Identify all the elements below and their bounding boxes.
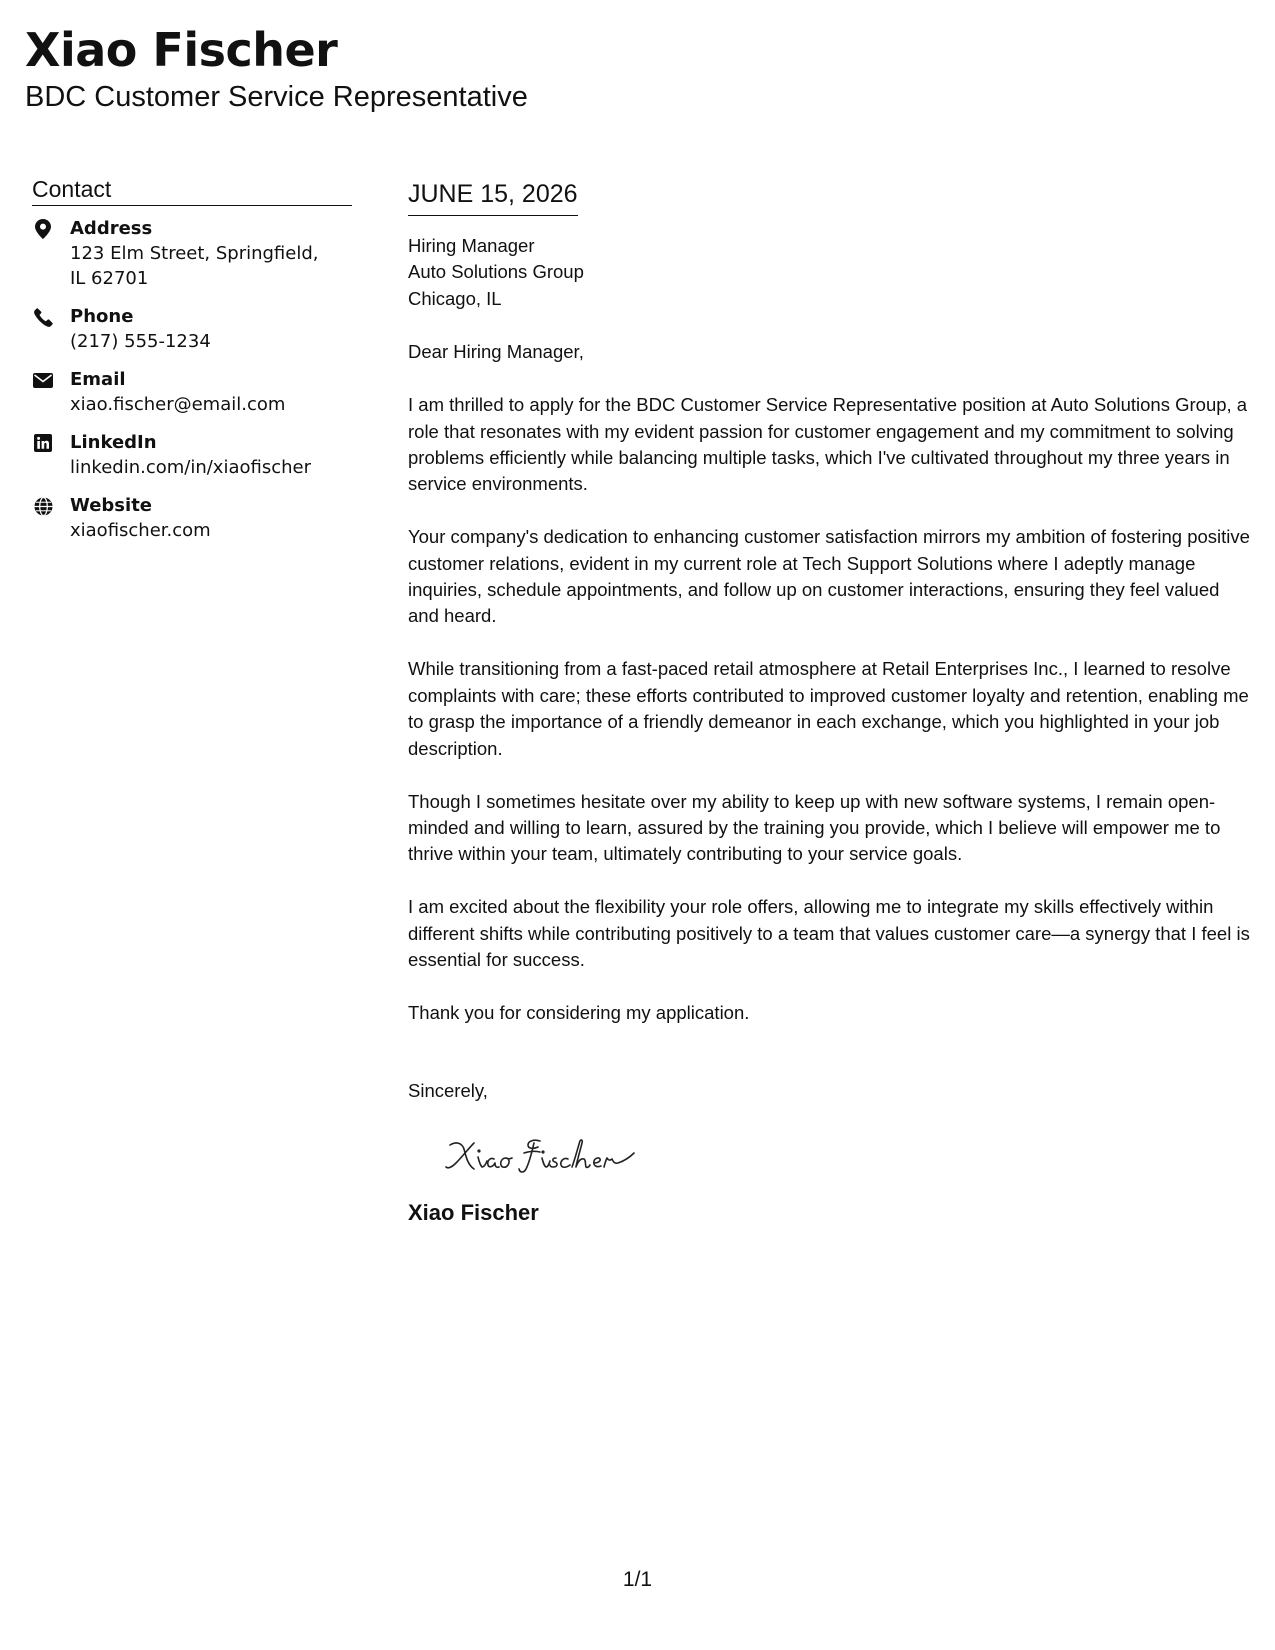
contact-item-website (32, 493, 352, 543)
recipient-line: Chicago, IL (408, 287, 502, 309)
contact-item-address (32, 216, 352, 291)
contact-label-phone: Phone (70, 306, 134, 327)
recipient-line: Hiring Manager (408, 235, 535, 256)
salutation: Dear Hiring Manager, (408, 341, 584, 363)
recipient-line: Auto Solutions Group (408, 261, 584, 283)
body-paragraph: I am excited about the flexibility your role offers, allowing me to integrate my skills effectively within different shifts while contributing positively to a team that values customer care—a synergy that I feel is essential for success. (408, 896, 1250, 971)
body-paragraph: Thank you for considering my application. (408, 1001, 750, 1023)
letter-date: JUNE 15, 2026 (408, 178, 578, 216)
body-paragraph: Though I sometimes hesitate over my ability to keep up with new software systems, I remain open-minded and willing to learn, assured by the training you provide, which I believe will empower me to thrive within your team, ultimately contributing to your service goals. (408, 790, 1221, 865)
contact-label-linkedin: LinkedIn (70, 432, 157, 453)
location-pin-icon (32, 218, 54, 240)
contact-item-email (32, 367, 352, 417)
envelope-icon (32, 369, 54, 391)
contact-value-linkedin: linkedin.com/in/xiaofischer (70, 457, 311, 478)
letter-body (408, 178, 1253, 1227)
contact-label-website: Website (70, 495, 153, 516)
signed-name: Xiao Fischer (408, 1199, 539, 1225)
contact-heading: Contact (32, 175, 352, 206)
recipient-block (408, 233, 1253, 312)
body-paragraph: While transitioning from a fast-paced retail atmosphere at Retail Enterprises Inc., I learned to resolve complaints with care; these efforts contributed to improved customer loyalty and retention, enabling me to grasp the importance of a friendly demeanor in each exchange, which you highlighted in your job description. (408, 658, 1249, 759)
closing: Sincerely, (408, 1080, 488, 1102)
linkedin-icon (32, 432, 54, 454)
contact-value-email: xiao.fischer@email.com (70, 394, 286, 415)
globe-icon (32, 495, 54, 517)
contact-value-website: xiaofischer.com (70, 520, 211, 541)
applicant-job-title: BDC Customer Service Representative (25, 81, 528, 113)
contact-sidebar (32, 175, 352, 556)
contact-label-address: Address (70, 218, 153, 239)
page-number: 1/1 (622, 1568, 653, 1591)
letter-header (25, 22, 528, 114)
contact-item-phone (32, 304, 352, 354)
phone-icon (32, 306, 54, 328)
applicant-name: Xiao Fischer (25, 23, 338, 77)
contact-value-address: 123 Elm Street, Springfield, IL 62701 (70, 243, 319, 289)
contact-label-email: Email (70, 369, 126, 390)
contact-value-phone: (217) 555-1234 (70, 331, 211, 352)
handwritten-signature (444, 1131, 644, 1179)
body-paragraph: Your company's dedication to enhancing customer satisfaction mirrors my ambition of fostering positive customer relations, evident in my current role at Tech Support Solutions where I adeptly manage inquiries, schedule appointments, and follow up on customer interactions, ensuring they feel valued and heard. (408, 526, 1250, 627)
body-paragraph: I am thrilled to apply for the BDC Customer Service Representative position at Auto Solutions Group, a role that resonates with my evident passion for customer engagement and my commitment to solving problems efficiently while balancing multiple tasks, which I've cultivated throughout my three years in service environments. (408, 394, 1248, 495)
contact-item-linkedin (32, 430, 352, 480)
